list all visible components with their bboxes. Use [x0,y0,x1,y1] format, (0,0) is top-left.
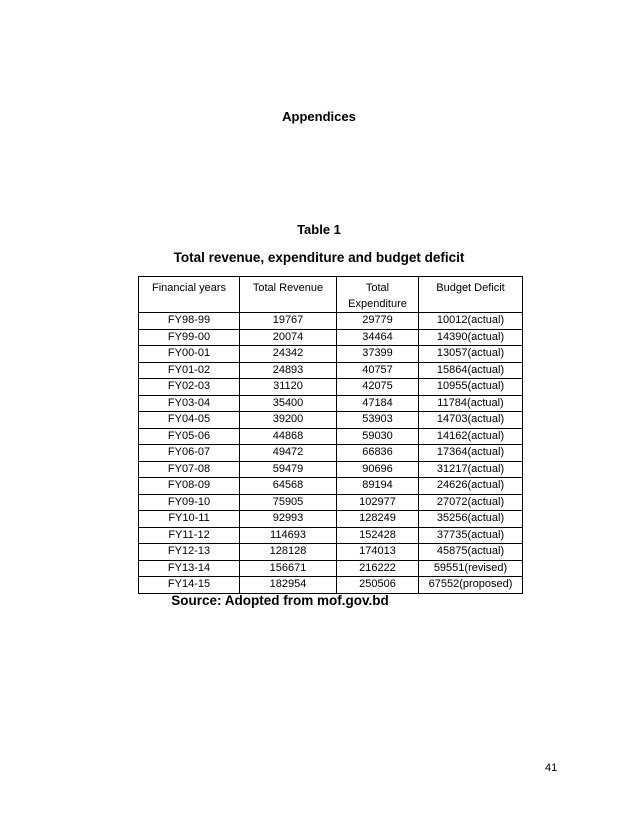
cell-total-expenditure: 250506 [337,577,419,594]
cell-financial-year: FY99-00 [139,329,240,346]
cell-total-revenue: 182954 [240,577,337,594]
cell-total-revenue: 114693 [240,527,337,544]
cell-budget-deficit: 17364(actual) [419,445,523,462]
cell-budget-deficit: 59551(revised) [419,560,523,577]
page-number: 41 [545,762,558,774]
table-row [139,478,523,495]
table-row [139,395,523,412]
cell-total-revenue: 19767 [240,313,337,330]
page-title: Appendices [282,109,356,124]
table-row [139,494,523,511]
cell-financial-year: FY05-06 [139,428,240,445]
cell-financial-year: FY11-12 [139,527,240,544]
cell-budget-deficit: 27072(actual) [419,494,523,511]
cell-financial-year: FY02-03 [139,379,240,396]
cell-total-expenditure: 89194 [337,478,419,495]
cell-total-revenue: 59479 [240,461,337,478]
table-row [139,544,523,561]
cell-total-revenue: 128128 [240,544,337,561]
table-row [139,577,523,594]
cell-total-expenditure: 90696 [337,461,419,478]
table-row [139,362,523,379]
cell-total-revenue: 49472 [240,445,337,462]
table-row [139,560,523,577]
cell-total-revenue: 20074 [240,329,337,346]
cell-budget-deficit: 14162(actual) [419,428,523,445]
cell-financial-year: FY09-10 [139,494,240,511]
table-header-row [139,277,523,313]
cell-budget-deficit: 37735(actual) [419,527,523,544]
cell-total-expenditure: 34464 [337,329,419,346]
cell-total-expenditure: 29779 [337,313,419,330]
table-title: Total revenue, expenditure and budget deficit [173,250,465,265]
cell-total-expenditure: 37399 [337,346,419,363]
header-total-revenue: Total Revenue [240,277,337,313]
source-note: Source: Adopted from mof.gov.bd [171,593,389,608]
header-financial-years: Financial years [139,277,240,313]
table-row [139,445,523,462]
cell-budget-deficit: 14390(actual) [419,329,523,346]
cell-total-revenue: 31120 [240,379,337,396]
cell-total-revenue: 39200 [240,412,337,429]
cell-budget-deficit: 24626(actual) [419,478,523,495]
table-row [139,461,523,478]
cell-total-revenue: 35400 [240,395,337,412]
table-number: Table 1 [297,222,341,237]
cell-total-expenditure: 47184 [337,395,419,412]
table-row [139,527,523,544]
cell-total-revenue: 156671 [240,560,337,577]
cell-financial-year: FY01-02 [139,362,240,379]
cell-total-expenditure: 128249 [337,511,419,528]
cell-total-revenue: 92993 [240,511,337,528]
cell-total-expenditure: 66836 [337,445,419,462]
cell-total-expenditure: 102977 [337,494,419,511]
table-row [139,412,523,429]
cell-total-revenue: 24342 [240,346,337,363]
cell-financial-year: FY13-14 [139,560,240,577]
cell-budget-deficit: 67552(proposed) [419,577,523,594]
cell-budget-deficit: 14703(actual) [419,412,523,429]
cell-budget-deficit: 45875(actual) [419,544,523,561]
cell-budget-deficit: 13057(actual) [419,346,523,363]
cell-total-expenditure: 59030 [337,428,419,445]
cell-total-expenditure: 42075 [337,379,419,396]
header-total-expenditure: Total Expenditure [337,277,419,313]
cell-financial-year: FY12-13 [139,544,240,561]
table-row [139,511,523,528]
revenue-expenditure-table [138,276,523,594]
cell-financial-year: FY08-09 [139,478,240,495]
cell-financial-year: FY14-15 [139,577,240,594]
cell-budget-deficit: 15864(actual) [419,362,523,379]
cell-financial-year: FY98-99 [139,313,240,330]
cell-financial-year: FY03-04 [139,395,240,412]
cell-total-expenditure: 40757 [337,362,419,379]
cell-total-expenditure: 216222 [337,560,419,577]
table-row [139,346,523,363]
cell-total-revenue: 44868 [240,428,337,445]
cell-financial-year: FY10-11 [139,511,240,528]
header-budget-deficit: Budget Deficit [419,277,523,313]
cell-total-revenue: 75905 [240,494,337,511]
cell-financial-year: FY06-07 [139,445,240,462]
table-row [139,428,523,445]
cell-total-revenue: 64568 [240,478,337,495]
cell-total-expenditure: 53903 [337,412,419,429]
cell-budget-deficit: 10955(actual) [419,379,523,396]
cell-total-revenue: 24893 [240,362,337,379]
cell-financial-year: FY04-05 [139,412,240,429]
cell-financial-year: FY07-08 [139,461,240,478]
cell-financial-year: FY00-01 [139,346,240,363]
cell-total-expenditure: 174013 [337,544,419,561]
cell-total-expenditure: 152428 [337,527,419,544]
table-row [139,313,523,330]
table-row [139,329,523,346]
cell-budget-deficit: 10012(actual) [419,313,523,330]
cell-budget-deficit: 35256(actual) [419,511,523,528]
table-row [139,379,523,396]
cell-budget-deficit: 11784(actual) [419,395,523,412]
cell-budget-deficit: 31217(actual) [419,461,523,478]
